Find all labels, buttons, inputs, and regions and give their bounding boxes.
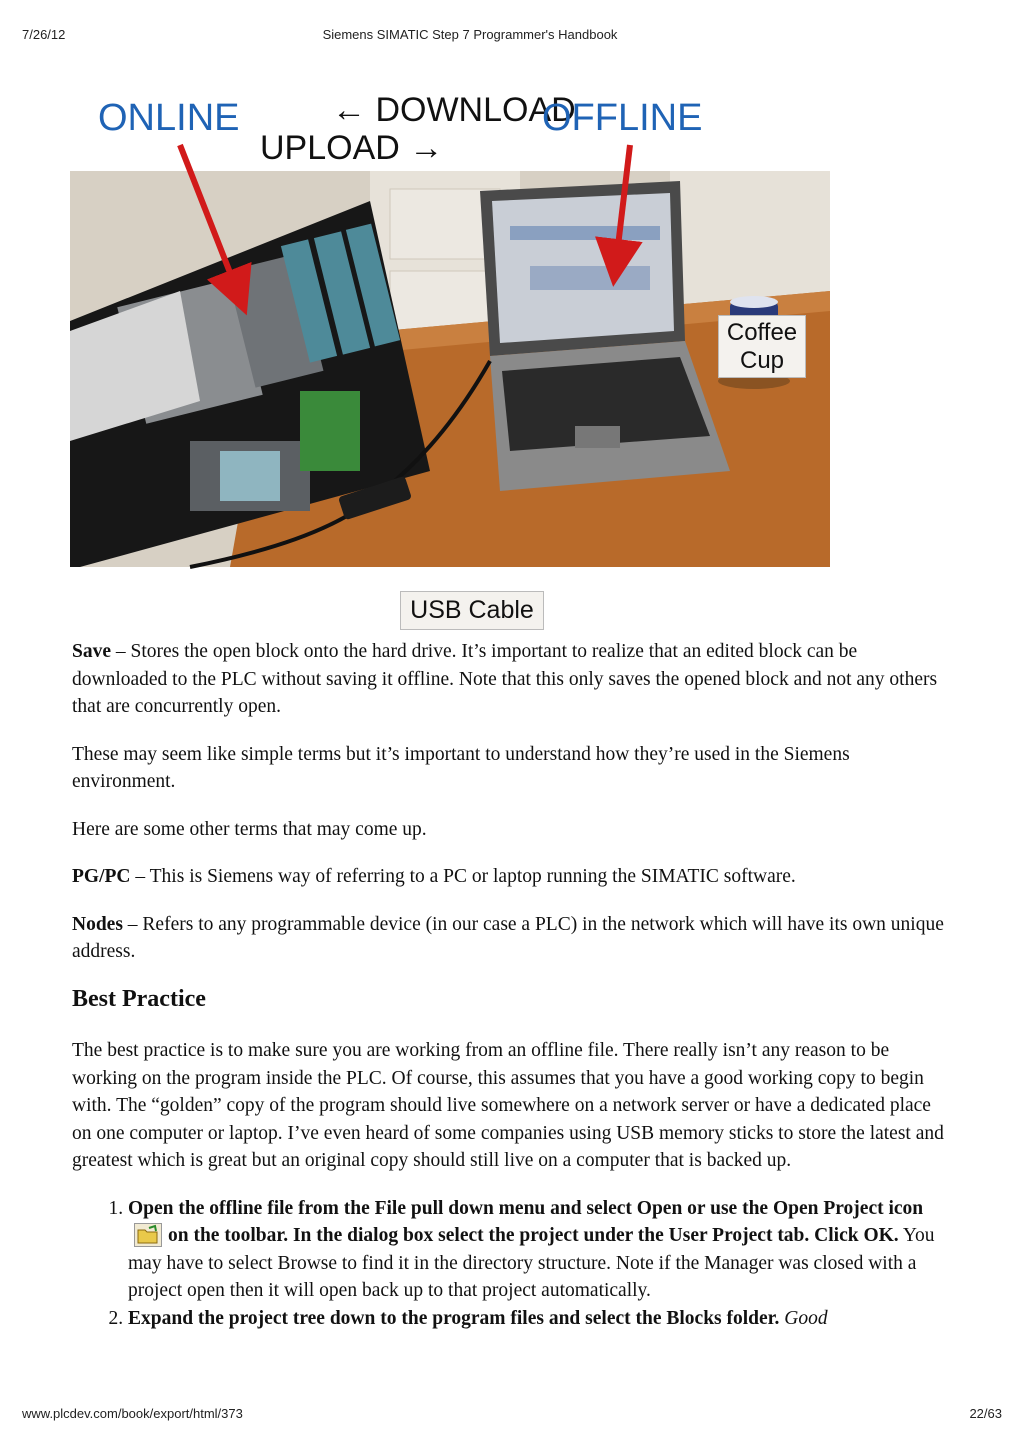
step1-bold-b: on the toolbar. In the dialog box select the project under the User Project tab. Click OK. <box>168 1225 899 1246</box>
coffee-cup-callout <box>718 315 806 378</box>
section-heading: Best Practice <box>72 985 206 1012</box>
usb-cable-callout: USB Cable <box>400 591 544 630</box>
nodes-paragraph <box>72 911 952 966</box>
open-project-icon <box>134 1223 162 1247</box>
nodes-text: – Refers to any programmable device (in our case a PLC) in the network which will have its own unique address. <box>72 913 944 962</box>
step1-bold-a: Open the offline file from the File pull down menu and select Open or use the Open Project icon <box>128 1197 924 1219</box>
body-text <box>72 638 952 1332</box>
steps-list <box>72 1195 952 1333</box>
footer-url[interactable]: www.plcdev.com/book/export/html/373 <box>22 1406 243 1421</box>
nodes-term: Nodes <box>72 913 123 935</box>
upload-label: UPLOAD → <box>260 129 444 167</box>
coffee-label-line2: Cup <box>739 346 785 374</box>
step1-text: You may have to select Browse to find it in the directory structure. Note if the Manager was closed with a project open then it will open back up to that project automatically. <box>128 1225 935 1301</box>
best-practice-paragraph: The best practice is to make sure you are working from an offline file. There really isn’t any reason to be working on the program inside the PLC. Of course, this assumes that you have a good working copy to begin with. The “golden” copy of the program should live somewhere on a network server or have a dedicated place on one computer or laptop. I’ve even heard of some companies using USB memory sticks to store the latest and greatest which is great but an original copy should still live on a computer that is backed up. <box>72 1040 944 1171</box>
step-1 <box>128 1195 952 1305</box>
pgpc-term: PG/PC <box>72 866 131 887</box>
coffee-label-line1: Coffee <box>726 319 798 346</box>
simple-terms-paragraph: These may seem like simple terms but it’s important to understand how they’re used in the Siemens environment. <box>72 743 850 792</box>
footer-page-number: 22/63 <box>969 1406 1002 1421</box>
step-2 <box>128 1305 952 1333</box>
step2-bold: Expand the project tree down to the program files and select the Blocks folder. <box>128 1307 780 1329</box>
photo-illustration <box>70 171 830 567</box>
online-label: ONLINE <box>98 97 240 139</box>
photo <box>70 171 830 624</box>
save-term: Save <box>72 641 111 662</box>
save-paragraph <box>72 638 952 721</box>
pgpc-text: – This is Siemens way of referring to a PC or laptop running the SIMATIC software. <box>130 866 796 887</box>
plc-setup-figure <box>70 85 830 624</box>
pgpc-paragraph <box>72 863 952 891</box>
offline-label: OFFLINE <box>542 97 703 139</box>
other-terms-paragraph: Here are some other terms that may come up. <box>72 818 427 840</box>
step2-italic: Good <box>779 1307 828 1329</box>
download-label: ← DOWNLOAD <box>332 91 576 129</box>
header-title: Siemens SIMATIC Step 7 Programmer's Handbook <box>322 27 618 42</box>
header-date: 7/26/12 <box>22 27 66 42</box>
save-text: – Stores the open block onto the hard drive. It’s important to realize that an edited block can be downloaded to the PLC without saving it offline. Note that this only saves the opened block and not any others that are concurrently open. <box>72 641 938 717</box>
